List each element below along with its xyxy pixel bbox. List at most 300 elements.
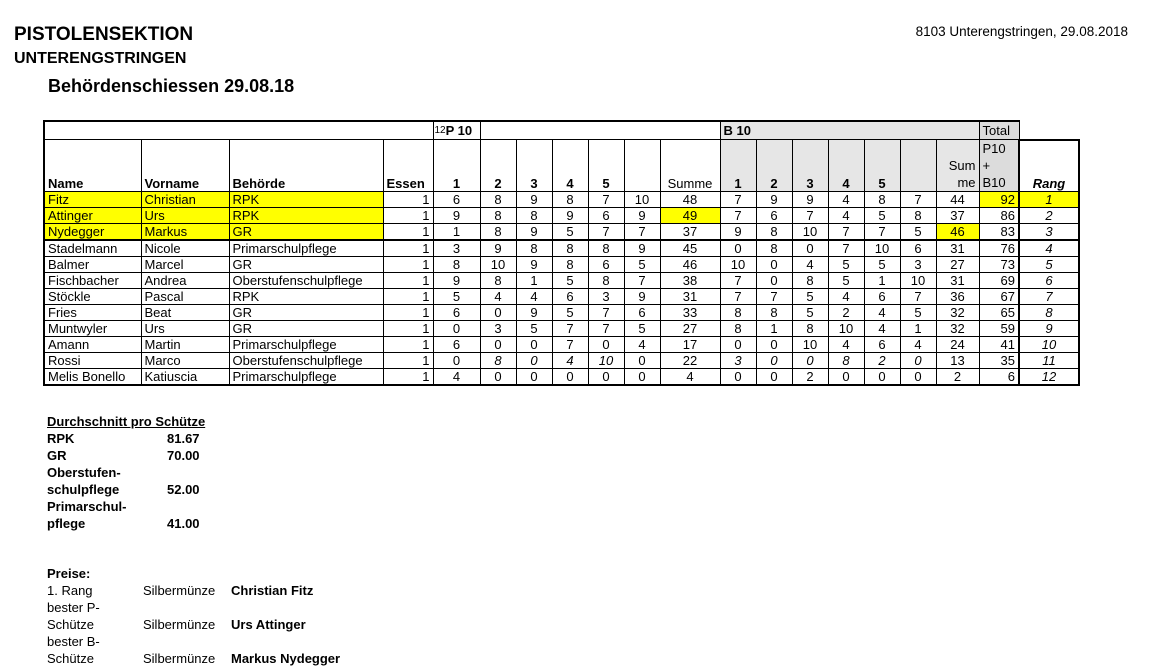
cell-essen: 1 — [383, 321, 433, 337]
average-label: schulpflege — [47, 482, 120, 497]
col-p-shot: 2 — [480, 140, 516, 192]
cell-b-summe: 37 — [936, 208, 979, 224]
cell-b-shot: 8 — [720, 305, 756, 321]
table-row — [44, 305, 1079, 321]
p10-group-span — [480, 121, 720, 140]
col-total: P10 + B10 — [979, 140, 1019, 192]
cell-p-shot: 0 — [588, 337, 624, 353]
cell-p-shot: 6 — [588, 208, 624, 224]
cell-p-shot: 0 — [516, 369, 552, 386]
cell-p-shot: 4 — [552, 353, 588, 369]
cell-p-shot: 9 — [433, 208, 480, 224]
cell-p-shot: 9 — [433, 273, 480, 289]
cell-b-shot: 10 — [864, 240, 900, 257]
cell-b-shot: 4 — [864, 321, 900, 337]
cell-total: 67 — [979, 289, 1019, 305]
table-row — [44, 257, 1079, 273]
event-title: Behördenschiessen 29.08.18 — [48, 76, 295, 96]
average-label: RPK — [47, 431, 75, 446]
cell-b-summe: 31 — [936, 240, 979, 257]
cell-b-summe: 31 — [936, 273, 979, 289]
cell-b-shot: 2 — [828, 305, 864, 321]
cell-p-shot: 0 — [624, 369, 660, 386]
average-value: 52.00 — [167, 482, 200, 497]
cell-p-shot: 8 — [480, 224, 516, 241]
cell-rang: 6 — [1019, 273, 1079, 289]
cell-name: Fischbacher — [44, 273, 141, 289]
cell-p-shot: 8 — [552, 192, 588, 208]
cell-b-shot: 8 — [900, 208, 936, 224]
place-date: 8103 Unterengstringen, 29.08.2018 — [915, 24, 1128, 39]
cell-p-shot: 10 — [624, 192, 660, 208]
averages-title: Durchschnitt pro Schütze — [47, 414, 206, 429]
cell-b-shot: 5 — [828, 273, 864, 289]
cell-b-shot: 8 — [792, 321, 828, 337]
col-b-shot: 1 — [720, 140, 756, 192]
cell-b-summe: 46 — [936, 224, 979, 241]
cell-total: 73 — [979, 257, 1019, 273]
cell-p-shot: 7 — [588, 192, 624, 208]
cell-total: 83 — [979, 224, 1019, 241]
cell-p-shot: 3 — [588, 289, 624, 305]
prize-item — [47, 582, 447, 599]
cell-p-shot: 10 — [480, 257, 516, 273]
cell-b-shot: 8 — [756, 224, 792, 241]
cell-vorname: Katiuscia — [141, 369, 229, 386]
cell-b-shot: 9 — [792, 192, 828, 208]
cell-behoerde: GR — [229, 305, 383, 321]
cell-p-shot: 0 — [480, 337, 516, 353]
cell-p-shot: 8 — [480, 353, 516, 369]
average-item — [47, 464, 247, 498]
cell-vorname: Markus — [141, 224, 229, 241]
cell-p-shot: 7 — [588, 321, 624, 337]
cell-b-shot: 1 — [756, 321, 792, 337]
cell-p-summe: 27 — [660, 321, 720, 337]
cell-p-shot: 9 — [516, 257, 552, 273]
cell-b-summe: 13 — [936, 353, 979, 369]
cell-b-shot: 1 — [864, 273, 900, 289]
cell-b-shot: 1 — [900, 321, 936, 337]
cell-total: 41 — [979, 337, 1019, 353]
cell-b-summe: 44 — [936, 192, 979, 208]
cell-essen: 1 — [383, 257, 433, 273]
cell-vorname: Marco — [141, 353, 229, 369]
cell-total: 86 — [979, 208, 1019, 224]
cell-behoerde: RPK — [229, 208, 383, 224]
cell-behoerde: RPK — [229, 192, 383, 208]
prize-category-line: 1. Rang — [47, 583, 93, 598]
cell-p-shot: 4 — [624, 337, 660, 353]
table-row — [44, 240, 1079, 257]
col-b-shot: 3 — [792, 140, 828, 192]
cell-p-shot: 8 — [552, 257, 588, 273]
cell-p-shot: 7 — [552, 321, 588, 337]
cell-b-shot: 4 — [828, 192, 864, 208]
prize-category-line: bester P- — [47, 600, 100, 615]
cell-vorname: Pascal — [141, 289, 229, 305]
prize-category-line: Schütze — [47, 651, 94, 666]
cell-behoerde: Oberstufenschulpflege — [229, 353, 383, 369]
cell-behoerde: GR — [229, 257, 383, 273]
prize-winner: Urs Attinger — [231, 617, 306, 632]
col-b-summe: Sum me — [936, 140, 979, 192]
col-p-shot: 1 — [433, 140, 480, 192]
cell-b-shot: 2 — [792, 369, 828, 386]
cell-p-shot: 6 — [552, 289, 588, 305]
cell-p-shot: 6 — [433, 305, 480, 321]
cell-total: 92 — [979, 192, 1019, 208]
cell-p-shot: 6 — [588, 257, 624, 273]
table-row — [44, 353, 1079, 369]
cell-behoerde: Oberstufenschulpflege — [229, 273, 383, 289]
cell-b-shot: 7 — [720, 289, 756, 305]
cell-p-shot: 8 — [433, 257, 480, 273]
cell-rang: 1 — [1019, 192, 1079, 208]
cell-rang: 7 — [1019, 289, 1079, 305]
cell-p-shot: 5 — [552, 305, 588, 321]
cell-b-shot: 6 — [864, 337, 900, 353]
table-row — [44, 321, 1079, 337]
cell-p-shot: 5 — [624, 257, 660, 273]
table-row — [44, 337, 1079, 353]
cell-name: Fitz — [44, 192, 141, 208]
cell-b-shot: 10 — [720, 257, 756, 273]
prize-medal: Silbermünze — [143, 583, 216, 598]
blank-cell — [1019, 121, 1079, 140]
col-vorname: Vorname — [141, 140, 229, 192]
col-summe: Summe — [660, 140, 720, 192]
cell-behoerde: Primarschulpflege — [229, 337, 383, 353]
table-row — [44, 208, 1079, 224]
col-p-shot: 4 — [552, 140, 588, 192]
cell-b-summe: 32 — [936, 321, 979, 337]
cell-b-shot: 0 — [900, 369, 936, 386]
cell-vorname: Martin — [141, 337, 229, 353]
cell-total: 59 — [979, 321, 1019, 337]
cell-name: Stadelmann — [44, 240, 141, 257]
cell-behoerde: GR — [229, 224, 383, 241]
cell-b-shot: 0 — [792, 353, 828, 369]
cell-b-shot: 4 — [828, 289, 864, 305]
cell-b-shot: 5 — [864, 208, 900, 224]
cell-name: Balmer — [44, 257, 141, 273]
b10-group-header: B 10 — [720, 121, 979, 140]
results-table — [43, 120, 1080, 386]
average-label: pflege — [47, 516, 86, 531]
cell-rang: 5 — [1019, 257, 1079, 273]
cell-p-shot: 8 — [516, 240, 552, 257]
col-p-shot — [624, 140, 660, 192]
cell-p-shot: 0 — [552, 369, 588, 386]
cell-p-shot: 3 — [433, 240, 480, 257]
cell-behoerde: Primarschulpflege — [229, 369, 383, 386]
cell-behoerde: RPK — [229, 289, 383, 305]
prize-winner: Markus Nydegger — [231, 651, 341, 666]
cell-vorname: Beat — [141, 305, 229, 321]
cell-essen: 1 — [383, 353, 433, 369]
cell-b-shot: 0 — [720, 369, 756, 386]
cell-name: Attinger — [44, 208, 141, 224]
cell-essen: 1 — [383, 289, 433, 305]
cell-b-shot: 7 — [828, 240, 864, 257]
cell-b-shot: 3 — [720, 353, 756, 369]
cell-p-summe: 4 — [660, 369, 720, 386]
cell-p-shot: 1 — [516, 273, 552, 289]
cell-b-shot: 8 — [756, 240, 792, 257]
cell-total: 65 — [979, 305, 1019, 321]
average-item — [47, 447, 247, 464]
cell-name: Rossi — [44, 353, 141, 369]
cell-rang: 2 — [1019, 208, 1079, 224]
cell-b-shot: 7 — [864, 224, 900, 241]
cell-b-shot: 7 — [792, 208, 828, 224]
cell-b-shot: 0 — [828, 369, 864, 386]
average-value: 41.00 — [167, 516, 200, 531]
cell-b-shot: 10 — [792, 337, 828, 353]
cell-essen: 1 — [383, 305, 433, 321]
cell-b-shot: 7 — [720, 192, 756, 208]
cell-name: Stöckle — [44, 289, 141, 305]
cell-essen: 1 — [383, 369, 433, 386]
cell-p-shot: 9 — [480, 240, 516, 257]
cell-essen: 1 — [383, 192, 433, 208]
cell-p-summe: 46 — [660, 257, 720, 273]
cell-b-shot: 0 — [756, 337, 792, 353]
cell-vorname: Urs — [141, 321, 229, 337]
col-b-shot: 2 — [756, 140, 792, 192]
cell-p-shot: 5 — [552, 224, 588, 241]
cell-essen: 1 — [383, 240, 433, 257]
cell-p-shot: 1 — [433, 224, 480, 241]
cell-b-shot: 0 — [900, 353, 936, 369]
prize-category-line: Schütze — [47, 617, 94, 632]
cell-b-shot: 4 — [828, 337, 864, 353]
cell-p-shot: 0 — [480, 369, 516, 386]
cell-p-shot: 0 — [433, 321, 480, 337]
cell-b-shot: 2 — [864, 353, 900, 369]
cell-behoerde: GR — [229, 321, 383, 337]
cell-b-shot: 5 — [900, 224, 936, 241]
prize-category — [47, 599, 143, 633]
cell-b-shot: 10 — [792, 224, 828, 241]
col-behoerde: Behörde — [229, 140, 383, 192]
cell-p-summe: 38 — [660, 273, 720, 289]
average-item — [47, 498, 247, 532]
cell-b-shot: 3 — [900, 257, 936, 273]
cell-p-shot: 4 — [516, 289, 552, 305]
cell-b-shot: 7 — [720, 208, 756, 224]
cell-b-shot: 0 — [756, 273, 792, 289]
cell-rang: 9 — [1019, 321, 1079, 337]
cell-p-shot: 4 — [433, 369, 480, 386]
cell-b-shot: 8 — [864, 192, 900, 208]
cell-b-shot: 7 — [720, 273, 756, 289]
cell-b-shot: 8 — [756, 305, 792, 321]
cell-vorname: Christian — [141, 192, 229, 208]
blank-cell — [44, 121, 433, 140]
cell-name: Nydegger — [44, 224, 141, 241]
cell-b-shot: 5 — [828, 257, 864, 273]
cell-p-shot: 8 — [516, 208, 552, 224]
cell-b-shot: 5 — [864, 257, 900, 273]
cell-essen: 1 — [383, 337, 433, 353]
cell-vorname: Andrea — [141, 273, 229, 289]
table-row — [44, 192, 1079, 208]
cell-b-shot: 0 — [756, 369, 792, 386]
prize-category — [47, 582, 143, 599]
cell-p-shot: 9 — [516, 224, 552, 241]
cell-p-shot: 5 — [552, 273, 588, 289]
prize-medal: Silbermünze — [143, 651, 216, 666]
col-b-shot: 4 — [828, 140, 864, 192]
cell-p-shot: 5 — [433, 289, 480, 305]
cell-p-shot: 9 — [516, 192, 552, 208]
cell-b-shot: 9 — [720, 224, 756, 241]
cell-essen: 1 — [383, 224, 433, 241]
cell-b-shot: 4 — [828, 208, 864, 224]
cell-p-shot: 8 — [480, 208, 516, 224]
group-header-row — [44, 121, 1079, 140]
cell-b-shot: 0 — [864, 369, 900, 386]
cell-b-shot: 0 — [720, 337, 756, 353]
cell-total: 6 — [979, 369, 1019, 386]
cell-b-shot: 7 — [828, 224, 864, 241]
cell-b-shot: 4 — [900, 337, 936, 353]
cell-rang: 3 — [1019, 224, 1079, 241]
cell-p-shot: 5 — [516, 321, 552, 337]
cell-p-shot: 9 — [624, 289, 660, 305]
cell-rang: 12 — [1019, 369, 1079, 386]
cell-b-shot: 0 — [756, 257, 792, 273]
cell-p-shot: 3 — [480, 321, 516, 337]
table-row — [44, 369, 1079, 386]
cell-vorname: Marcel — [141, 257, 229, 273]
cell-p-shot: 0 — [516, 337, 552, 353]
club-title: PISTOLENSEKTION — [14, 24, 194, 45]
col-p-shot: 5 — [588, 140, 624, 192]
cell-rang: 10 — [1019, 337, 1079, 353]
cell-p-summe: 45 — [660, 240, 720, 257]
cell-vorname: Nicole — [141, 240, 229, 257]
cell-essen: 1 — [383, 273, 433, 289]
averages-section — [47, 414, 247, 532]
column-header-row — [44, 140, 1079, 192]
prize-item — [47, 633, 447, 667]
total-group-header: Total — [979, 121, 1019, 140]
average-label: Primarschul- — [47, 499, 127, 514]
cell-p-shot: 7 — [624, 224, 660, 241]
cell-b-summe: 36 — [936, 289, 979, 305]
cell-b-shot: 5 — [792, 305, 828, 321]
cell-essen: 1 — [383, 208, 433, 224]
cell-b-shot: 10 — [900, 273, 936, 289]
table-row — [44, 289, 1079, 305]
average-value: 81.67 — [167, 431, 200, 446]
col-name: Name — [44, 140, 141, 192]
cell-b-shot: 7 — [900, 192, 936, 208]
cell-b-shot: 7 — [900, 289, 936, 305]
cell-b-shot: 0 — [792, 240, 828, 257]
cell-p-shot: 8 — [588, 240, 624, 257]
cell-b-shot: 8 — [792, 273, 828, 289]
cell-p-shot: 7 — [588, 224, 624, 241]
average-item — [47, 430, 247, 447]
cell-p-shot: 0 — [433, 353, 480, 369]
cell-p-summe: 22 — [660, 353, 720, 369]
prizes-title: Preise: — [47, 566, 91, 581]
cell-p-summe: 33 — [660, 305, 720, 321]
cell-b-shot: 6 — [864, 289, 900, 305]
cell-p-shot: 5 — [624, 321, 660, 337]
cell-b-shot: 4 — [864, 305, 900, 321]
cell-b-summe: 2 — [936, 369, 979, 386]
cell-name: Muntwyler — [44, 321, 141, 337]
cell-b-shot: 0 — [756, 353, 792, 369]
cell-p-shot: 0 — [480, 305, 516, 321]
cell-p-shot: 0 — [516, 353, 552, 369]
cell-p-shot: 0 — [624, 353, 660, 369]
cell-b-shot: 7 — [756, 289, 792, 305]
cell-p-shot: 7 — [624, 273, 660, 289]
cell-p-summe: 17 — [660, 337, 720, 353]
cell-p-summe: 48 — [660, 192, 720, 208]
average-label: Oberstufen- — [47, 465, 121, 480]
cell-p-shot: 9 — [624, 208, 660, 224]
col-p-shot: 3 — [516, 140, 552, 192]
cell-p-shot: 8 — [480, 192, 516, 208]
cell-b-summe: 24 — [936, 337, 979, 353]
cell-p-summe: 37 — [660, 224, 720, 241]
prize-winner: Christian Fitz — [231, 583, 314, 598]
cell-b-shot: 8 — [720, 321, 756, 337]
prizes-section — [47, 566, 447, 667]
table-row — [44, 273, 1079, 289]
col-rang: Rang — [1019, 140, 1079, 192]
cell-b-shot: 9 — [756, 192, 792, 208]
cell-rang: 4 — [1019, 240, 1079, 257]
cell-vorname: Urs — [141, 208, 229, 224]
cell-p-shot: 9 — [552, 208, 588, 224]
col-essen: Essen — [383, 140, 433, 192]
average-label: GR — [47, 448, 67, 463]
cell-p-shot: 6 — [433, 337, 480, 353]
cell-total: 35 — [979, 353, 1019, 369]
cell-p-shot: 10 — [588, 353, 624, 369]
cell-p-shot: 6 — [624, 305, 660, 321]
cell-rang: 11 — [1019, 353, 1079, 369]
cell-total: 76 — [979, 240, 1019, 257]
cell-b-shot: 0 — [720, 240, 756, 257]
col-b-shot: 5 — [864, 140, 900, 192]
cell-p-shot: 0 — [588, 369, 624, 386]
col-b-shot — [900, 140, 936, 192]
cell-name: Fries — [44, 305, 141, 321]
cell-p-shot: 8 — [480, 273, 516, 289]
cell-b-summe: 32 — [936, 305, 979, 321]
cell-rang: 8 — [1019, 305, 1079, 321]
prize-medal: Silbermünze — [143, 617, 216, 632]
cell-name: Amann — [44, 337, 141, 353]
cell-b-shot: 6 — [900, 240, 936, 257]
cell-b-shot: 5 — [792, 289, 828, 305]
cell-b-shot: 4 — [792, 257, 828, 273]
cell-p-summe: 49 — [660, 208, 720, 224]
p10-group-header: $^{12}$P 10 — [433, 121, 480, 140]
prize-category-line: bester B- — [47, 634, 100, 649]
cell-b-shot: 10 — [828, 321, 864, 337]
cell-p-shot: 8 — [552, 240, 588, 257]
